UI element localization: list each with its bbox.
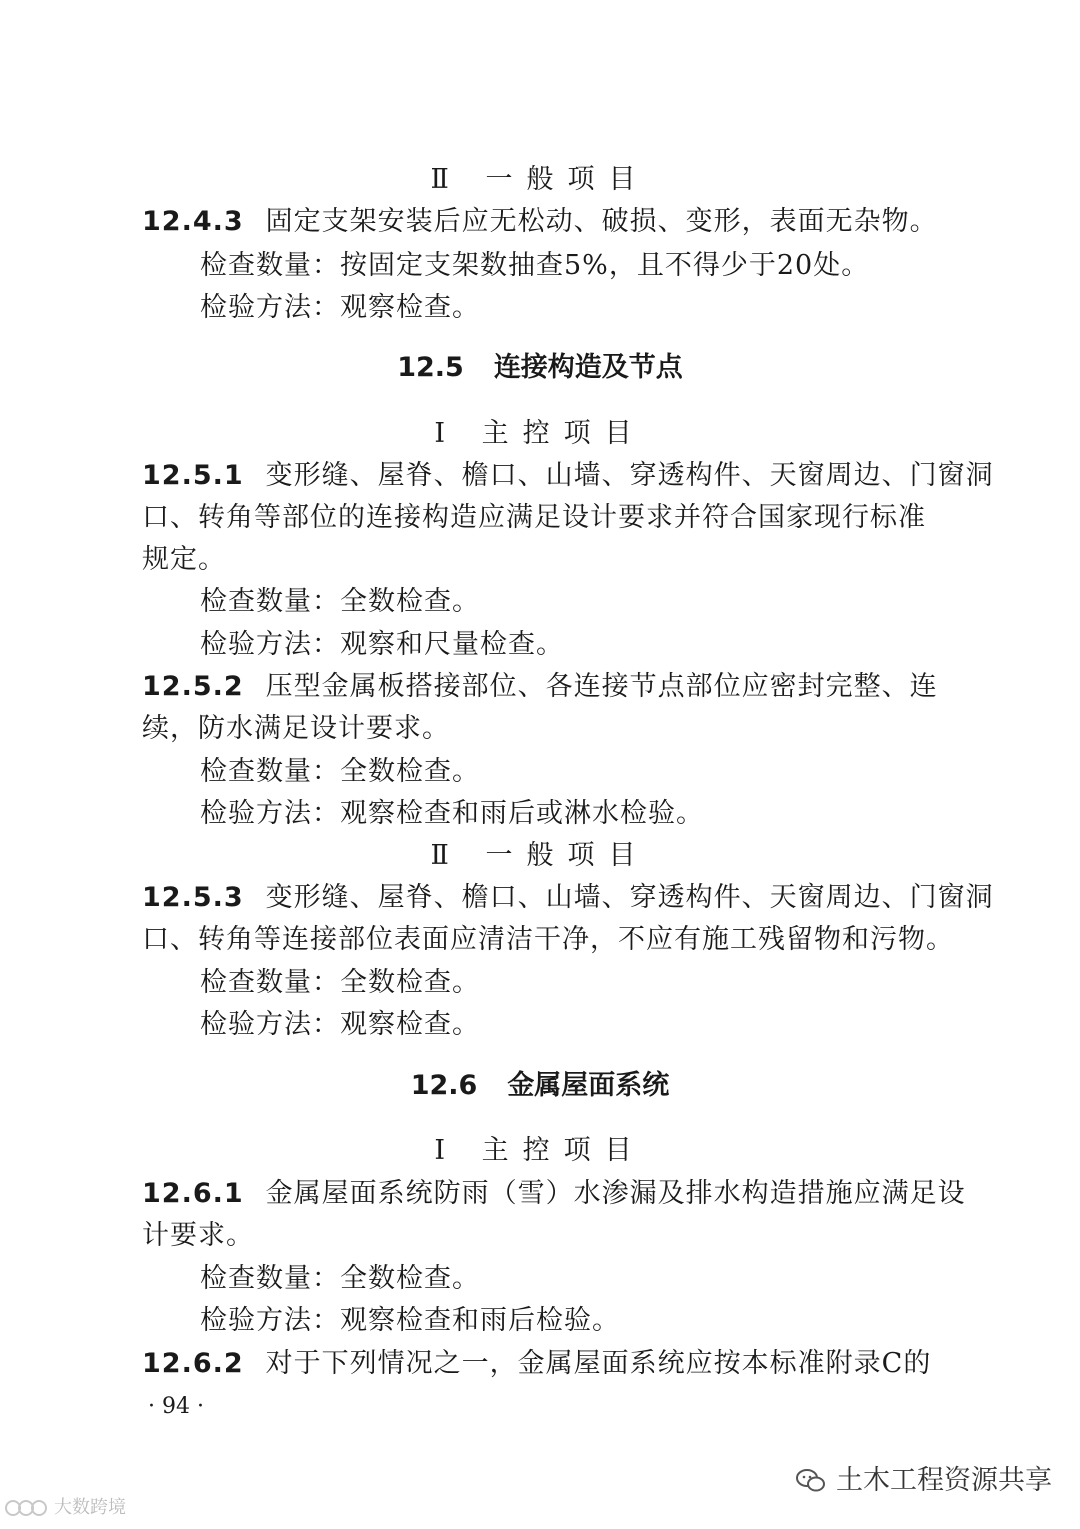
clause-number: 12.5.1: [142, 460, 244, 491]
subheading-general-items: Ⅱ 一般项目: [430, 840, 650, 871]
subheading-main-items: Ⅰ 主控项目: [434, 1135, 646, 1166]
clause-number: 12.6.1: [142, 1178, 244, 1209]
clause-12-5-1-line2: 口、转角等部位的连接构造应满足设计要求并符合国家现行标准: [142, 502, 926, 533]
clause-12-5-3-line2: 口、转角等连接部位表面应清洁干净，不应有施工残留物和污物。: [142, 924, 954, 955]
subheading-general-items: Ⅱ 一般项目: [430, 164, 650, 195]
section-12-6-heading: 12.6 金属屋面系统: [410, 1070, 670, 1101]
clause-12-5-3-method: 检验方法：观察检查。: [200, 1009, 480, 1040]
clause-number: 12.4.3: [142, 206, 244, 237]
section-12-5-heading: 12.5 连接构造及节点: [397, 352, 683, 383]
clause-number: 12.5.3: [142, 882, 244, 913]
page-number: · 94 ·: [148, 1394, 204, 1419]
clause-12-5-2-line1: 12.5.2 压型金属板搭接部位、各连接节点部位应密封完整、连: [142, 671, 938, 702]
clause-12-5-1-method: 检验方法：观察和尺量检查。: [200, 629, 564, 660]
clause-12-5-1-quantity: 检查数量：全数检查。: [200, 586, 480, 617]
clause-12-5-3-quantity: 检查数量：全数检查。: [200, 967, 480, 998]
clause-12-5-2-quantity: 检查数量：全数检查。: [200, 756, 480, 787]
clause-12-6-2-line1: 12.6.2 对于下列情况之一，金属屋面系统应按本标准附录C的: [142, 1348, 932, 1379]
clause-12-5-2-method: 检验方法：观察检查和雨后或淋水检验。: [200, 798, 704, 829]
brand-logo-icon: [4, 1497, 48, 1519]
clause-number: 12.6.2: [142, 1348, 244, 1379]
clause-12-5-1-line1: 12.5.1 变形缝、屋脊、檐口、山墙、穿透构件、天窗周边、门窗洞: [142, 460, 994, 491]
wechat-icon: [796, 1468, 826, 1494]
watermark-brand: 大数跨境: [4, 1494, 126, 1522]
clause-12-4-3-quantity: 检查数量：按固定支架数抽查5%，且不得少于20处。: [200, 250, 870, 281]
clause-12-6-1-line2: 计要求。: [142, 1220, 254, 1251]
subheading-main-items: Ⅰ 主控项目: [434, 418, 646, 449]
clause-12-6-1-line1: 12.6.1 金属屋面系统防雨（雪）水渗漏及排水构造措施应满足设: [142, 1178, 966, 1209]
watermark-wechat: 土木工程资源共享: [796, 1463, 1052, 1499]
clause-12-5-1-line3: 规定。: [142, 544, 226, 575]
clause-12-6-1-quantity: 检查数量：全数检查。: [200, 1263, 480, 1294]
clause-12-4-3-method: 检验方法：观察检查。: [200, 292, 480, 323]
clause-12-4-3-line1: 12.4.3 固定支架安装后应无松动、破损、变形，表面无杂物。: [142, 206, 938, 237]
clause-12-6-1-method: 检验方法：观察检查和雨后检验。: [200, 1305, 620, 1336]
clause-12-5-2-line2: 续，防水满足设计要求。: [142, 713, 450, 744]
clause-number: 12.5.2: [142, 671, 244, 702]
clause-12-5-3-line1: 12.5.3 变形缝、屋脊、檐口、山墙、穿透构件、天窗周边、门窗洞: [142, 882, 994, 913]
